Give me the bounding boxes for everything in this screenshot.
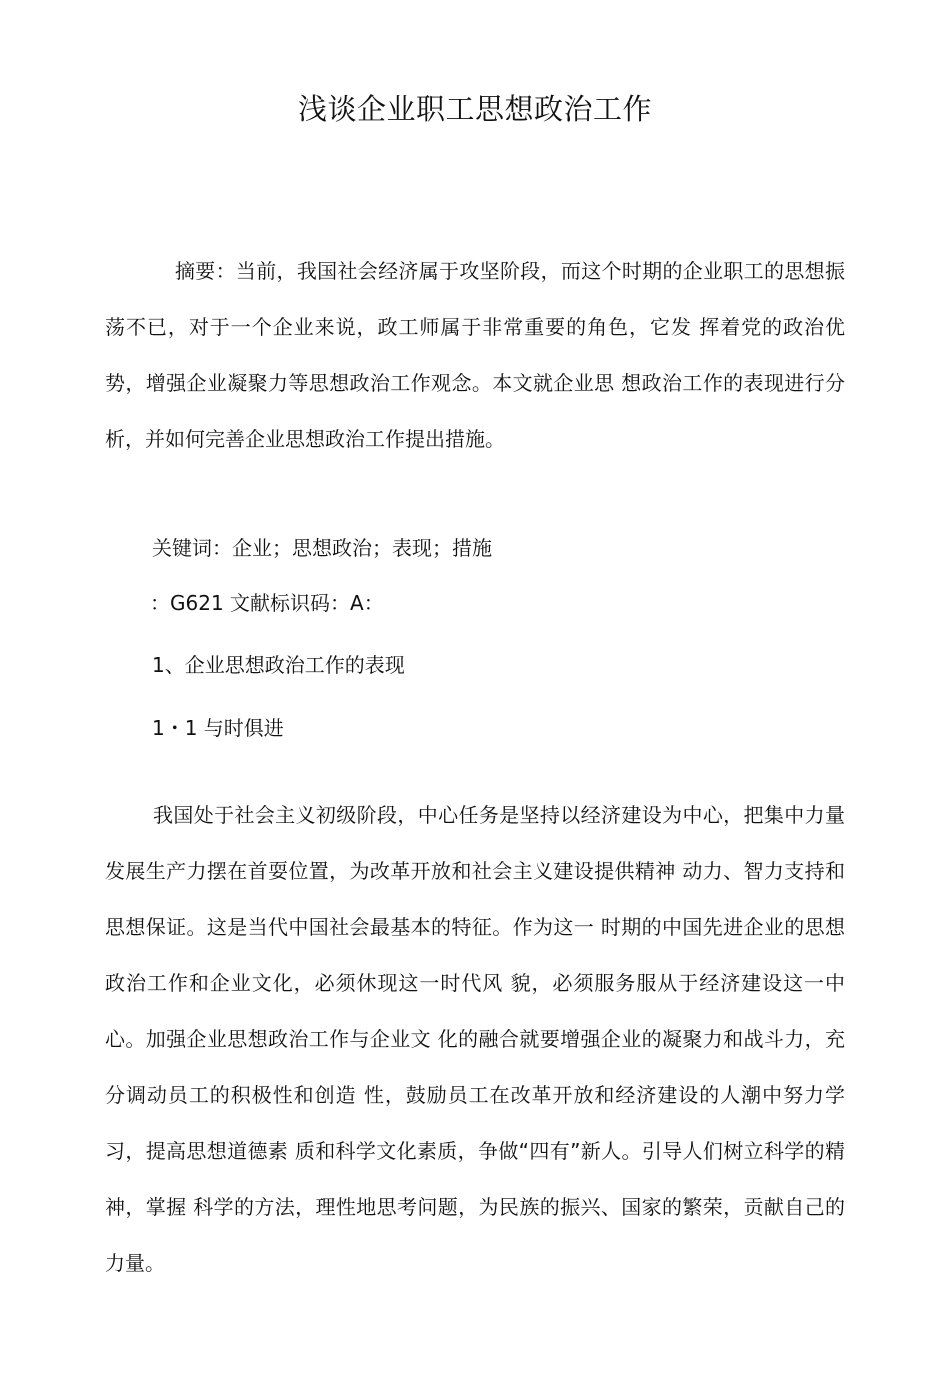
document-title: 浅谈企业职工思想政治工作 (297, 92, 652, 126)
subsection-heading: 1・1 与时俱进 (152, 716, 284, 740)
section-heading: 1、企业思想政治工作的表现 (152, 653, 405, 677)
classification-line: ：G621 文献标识码：A： (150, 591, 384, 615)
body-paragraph: 我国处于社会主义初级阶段，中心任务是坚持以经济建设为中心，把集中力量发展生产力摆在首耍位置，为改革开放和社会主义建设提供精神 动力、智力支持和思想保证。这是当代中国社会最基本的特征。作为这一 时期的中国先进企业的思想政治工作和企业文化，必须休现这一时代风 貌，必须服务服从于经济建设这一中心。加强企业思想政治工作与企业文 化的融合就要增强企业的凝聚力和战斗力，充分调动员工的积极性和创造 性，鼓励员工在改革开放和经济建设的人潮中努力学习，提高思想道德素 质和科学文化素质，争做“四有”新人。引导人们树立科学的精神，掌握 科学的方法，理性地思考问题，为民族的振兴、国家的繁荣，贡献自己的 力量。 (105, 803, 845, 1275)
keywords-line: 关键词：企业；思想政治；表现；措施 (152, 536, 492, 560)
abstract-paragraph: 摘要：当前，我国社会经济属于攻坚阶段，而这个时期的企业职工的思想振荡不已，对于一个企业来说，政工师属于非常重要的角色，它发 挥着党的政治优势，增强企业凝聚力等思想政治工作观念。本文就企业思 想政治工作的表现进行分析，并如何完善企业思想政治工作提出措施。 (105, 259, 845, 451)
